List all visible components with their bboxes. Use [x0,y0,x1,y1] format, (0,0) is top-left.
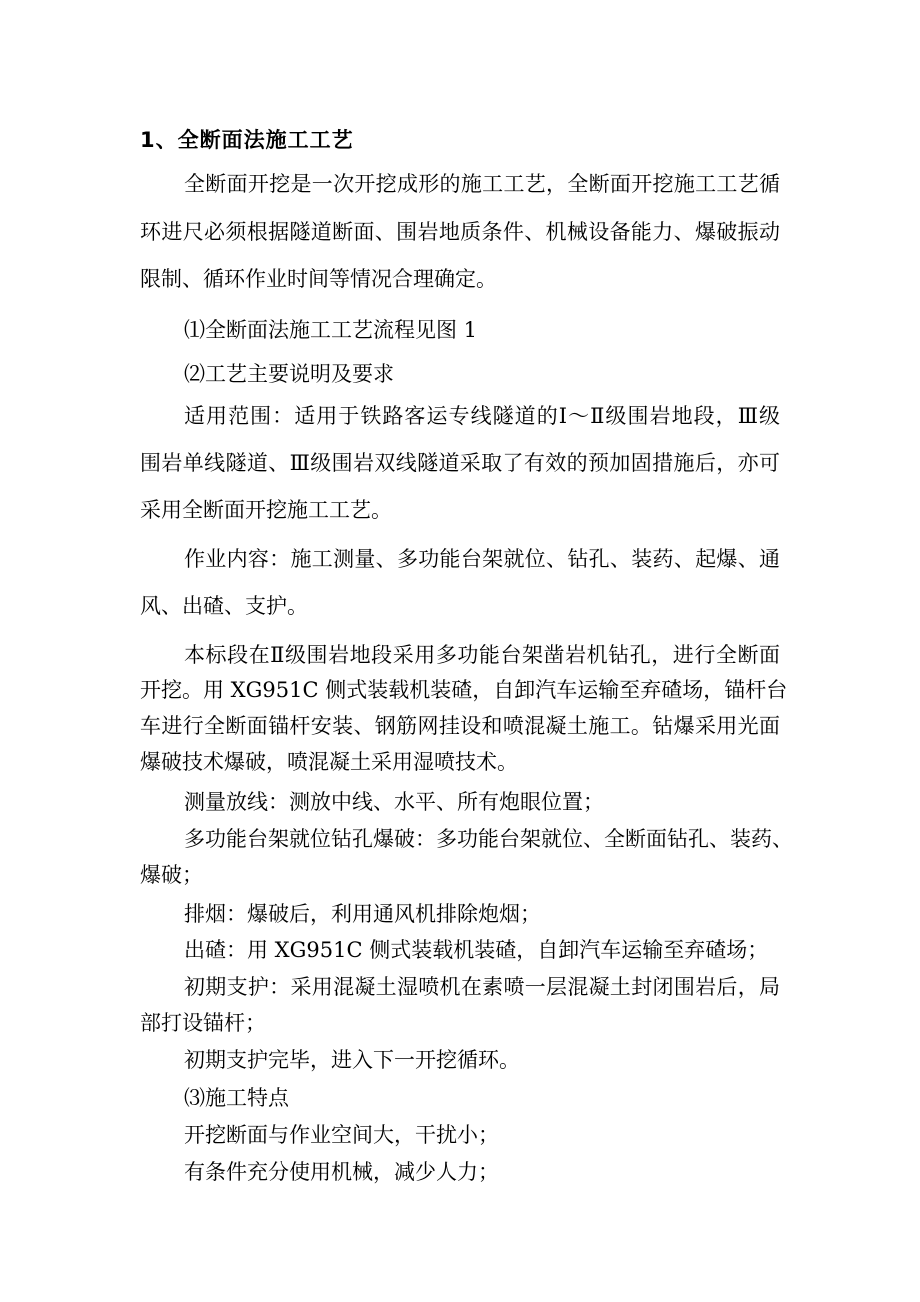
paragraph-line: 测量放线：测放中线、水平、所有炮眼位置； [184,790,604,814]
paragraph-line: 开挖。用 XG951C 侧式装载机装碴，自卸汽车运输至弃碴场，锚杆台 [140,678,788,702]
paragraph-line: 全断面开挖是一次开挖成形的施工工艺，全断面开挖施工工艺循 [184,172,780,196]
section-heading: 1、全断面法施工工艺 [140,128,354,152]
paragraph-line: 开挖断面与作业空间大，干扰小； [184,1123,499,1147]
paragraph-line: 本标段在Ⅱ级围岩地段采用多功能台架凿岩机钻孔，进行全断面 [184,643,780,667]
paragraph-line: 风、出碴、支护。 [140,594,308,618]
paragraph-line: 围岩单线隧道、Ⅲ级围岩双线隧道采取了有效的预加固措施后，亦可 [140,451,780,475]
paragraph-line: 爆破技术爆破，喷混凝土采用湿喷技术。 [140,750,518,774]
paragraph-line: 适用范围：适用于铁路客运专线隧道的Ⅰ～Ⅱ级围岩地段，Ⅲ级 [184,404,780,428]
paragraph-line: 部打设锚杆； [140,1011,266,1035]
paragraph-line: 多功能台架就位钻孔爆破：多功能台架就位、全断面钻孔、装药、 [184,827,793,851]
list-item: ⑵工艺主要说明及要求 [184,362,394,386]
paragraph-line: 初期支护：采用混凝土湿喷机在素喷一层混凝土封闭围岩后，局 [184,975,780,999]
paragraph-line: 出碴：用 XG951C 侧式装载机装碴，自卸汽车运输至弃碴场； [184,938,769,962]
paragraph-line: 车进行全断面锚杆安装、钢筋网挂设和喷混凝土施工。钻爆采用光面 [140,714,780,738]
paragraph-line: 采用全断面开挖施工工艺。 [140,498,392,522]
paragraph-line: 爆破； [140,863,203,887]
paragraph-line: 作业内容：施工测量、多功能台架就位、钻孔、装药、起爆、通 [184,547,780,571]
paragraph-line: 初期支护完毕，进入下一开挖循环。 [184,1048,520,1072]
paragraph-line: 有条件充分使用机械，减少人力； [184,1160,499,1184]
list-item: ⑶施工特点 [184,1086,289,1110]
paragraph-line: 限制、循环作业时间等情况合理确定。 [140,267,497,291]
paragraph-line: 环进尺必须根据隧道断面、围岩地质条件、机械设备能力、爆破振动 [140,220,780,244]
paragraph-line: 排烟：爆破后，利用通风机排除炮烟； [184,902,541,926]
list-item: ⑴全断面法施工工艺流程见图 1 [184,318,478,342]
